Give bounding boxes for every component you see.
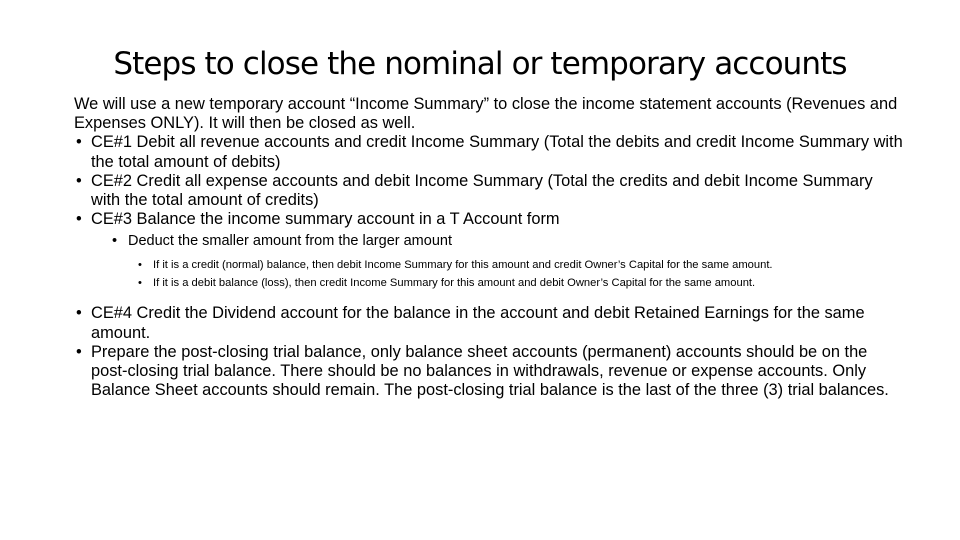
sub-bullet-deduct: • Deduct the smaller amount from the larger amount xyxy=(109,233,904,250)
slide-title: Steps to close the nominal or temporary accounts xyxy=(113,46,847,82)
bullet-ce3: • CE#3 Balance the income summary account in a T Account form xyxy=(74,210,904,229)
sub-sub-bullet-credit-balance: • If it is a credit (normal) balance, then debit Income Summary for this amount and credit Owner’s Capital for the same amount. xyxy=(135,259,904,271)
intro-paragraph: We will use a new temporary account “Income Summary” to close the income statement accounts (Revenues and Expenses ONLY). It will then be closed as well. xyxy=(74,95,898,133)
bullet-ce2: • CE#2 Credit all expense accounts and debit Income Summary (Total the credits and debit Income Summary with the total amount of credits) xyxy=(74,172,904,210)
bullet-list xyxy=(74,133,904,229)
slide-body xyxy=(74,95,904,400)
bullet-ce1: • CE#1 Debit all revenue accounts and credit Income Summary (Total the debits and credit Income Summary with the total amount of debits) xyxy=(74,133,904,171)
bullet-post-closing: • Prepare the post-closing trial balance, only balance sheet accounts (permanent) accounts should be on the post-closing trial balance. There should be no balances in withdrawals, revenue or expense accounts. Only Balance Sheet accounts should remain. The post-closing trial balance is the last of the three (3) trial balances. xyxy=(74,343,904,401)
bullet-list-continued xyxy=(74,304,904,400)
sub-sub-bullet-debit-balance: • If it is a debit balance (loss), then credit Income Summary for this amount and debit Owner’s Capital for the same amount. xyxy=(135,277,904,289)
bullet-ce4: • CE#4 Credit the Dividend account for the balance in the account and debit Retained Earnings for the same amount. xyxy=(74,304,904,342)
